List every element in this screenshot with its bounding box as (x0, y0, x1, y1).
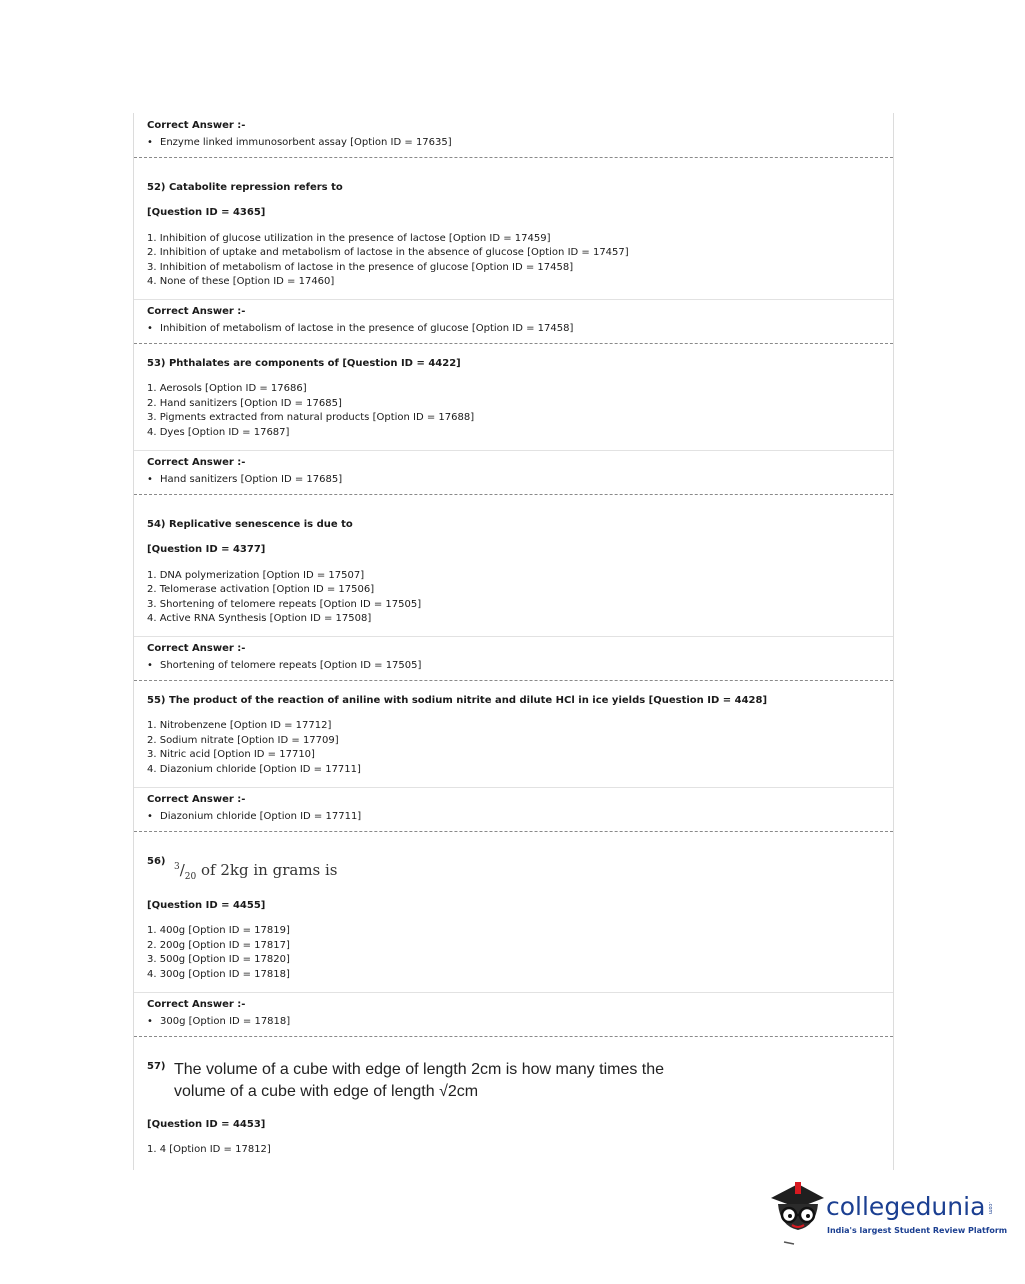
question-53-option-3: 3. Pigments extracted from natural products [Option ID = 17688] (147, 412, 475, 423)
logo-tagline: India's largest Student Review Platform (827, 1226, 1008, 1235)
question-56-option-1: 1. 400g [Option ID = 17819] (147, 925, 290, 936)
correct-answer-label-55: Correct Answer :- (147, 794, 246, 805)
correct-answer-56: • 300g [Option ID = 17818] (147, 1015, 290, 1029)
correct-answer-label-51: Correct Answer :- (147, 120, 246, 131)
question-53-title: 53) Phthalates are components of [Question ID = 4422] (147, 358, 461, 369)
correct-answer-51: • Enzyme linked immunosorbent assay [Option ID = 17635] (147, 136, 452, 150)
question-57-line-1: The volume of a cube with edge of length 2cm is how many times the (174, 1061, 665, 1078)
student-mascot-icon (768, 1178, 828, 1248)
logo-wordmark: collegedunia (826, 1192, 986, 1221)
fraction-denominator: 20 (184, 872, 197, 882)
question-52-option-3: 3. Inhibition of metabolism of lactose in the presence of glucose [Option ID = 17458] (147, 262, 574, 273)
fraction-numerator: 3 (174, 862, 180, 872)
question-separator (134, 680, 893, 681)
question-52-title: 52) Catabolite repression refers to (147, 182, 343, 193)
question-56-option-4: 4. 300g [Option ID = 17818] (147, 969, 290, 980)
question-57-id: [Question ID = 4453] (147, 1119, 266, 1130)
question-57-number: 57) (147, 1061, 166, 1072)
question-55-option-4: 4. Diazonium chloride [Option ID = 17711] (147, 764, 361, 775)
correct-answer-label-54: Correct Answer :- (147, 643, 246, 654)
question-separator (134, 343, 893, 344)
question-56-text: $^3/_{20}$ of 2kg in grams is (174, 861, 338, 882)
logo-com: .com (987, 1202, 993, 1215)
answer-divider (134, 299, 893, 300)
collegedunia-logo (768, 1178, 1008, 1248)
question-56-option-2: 2. 200g [Option ID = 17817] (147, 940, 290, 951)
correct-answer-55: • Diazonium chloride [Option ID = 17711] (147, 810, 361, 824)
question-52-option-1: 1. Inhibition of glucose utilization in the presence of lactose [Option ID = 17459] (147, 233, 551, 244)
answer-divider (134, 992, 893, 993)
question-separator (134, 1036, 893, 1037)
question-54-option-4: 4. Active RNA Synthesis [Option ID = 17508] (147, 613, 372, 624)
question-55-option-2: 2. Sodium nitrate [Option ID = 17709] (147, 735, 339, 746)
question-53-option-1: 1. Aerosols [Option ID = 17686] (147, 383, 307, 394)
question-52-option-4: 4. None of these [Option ID = 17460] (147, 276, 335, 287)
question-55-option-3: 3. Nitric acid [Option ID = 17710] (147, 749, 315, 760)
question-56-text-body: of 2kg in grams is (196, 861, 338, 879)
correct-answer-label-56: Correct Answer :- (147, 999, 246, 1010)
question-52-id: [Question ID = 4365] (147, 207, 266, 218)
question-separator (134, 831, 893, 832)
question-54-id: [Question ID = 4377] (147, 544, 266, 555)
question-56-option-3: 3. 500g [Option ID = 17820] (147, 954, 290, 965)
question-52-option-2: 2. Inhibition of uptake and metabolism of lactose in the absence of glucose [Option ID = 17457] (147, 247, 629, 258)
answer-divider (134, 787, 893, 788)
question-54-title: 54) Replicative senescence is due to (147, 519, 353, 530)
question-57-line-2: volume of a cube with edge of length √2cm (174, 1083, 479, 1100)
correct-answer-54: • Shortening of telomere repeats [Option ID = 17505] (147, 659, 421, 673)
question-53-option-2: 2. Hand sanitizers [Option ID = 17685] (147, 398, 342, 409)
question-separator (134, 157, 893, 158)
question-paper-sheet (133, 113, 894, 1170)
correct-answer-label-52: Correct Answer :- (147, 306, 246, 317)
question-55-option-1: 1. Nitrobenzene [Option ID = 17712] (147, 720, 332, 731)
question-57-option-1: 1. 4 [Option ID = 17812] (147, 1144, 271, 1155)
correct-answer-52: • Inhibition of metabolism of lactose in the presence of glucose [Option ID = 17458] (147, 322, 573, 336)
question-54-option-1: 1. DNA polymerization [Option ID = 17507] (147, 570, 365, 581)
question-55-title: 55) The product of the reaction of aniline with sodium nitrite and dilute HCl in ice yields [Question ID = 4428] (147, 695, 768, 706)
question-54-option-2: 2. Telomerase activation [Option ID = 17506] (147, 584, 375, 595)
question-53-option-4: 4. Dyes [Option ID = 17687] (147, 427, 290, 438)
question-54-option-3: 3. Shortening of telomere repeats [Option ID = 17505] (147, 599, 422, 610)
question-56-number: 56) (147, 856, 166, 867)
question-separator (134, 494, 893, 495)
answer-divider (134, 636, 893, 637)
answer-divider (134, 450, 893, 451)
question-56-id: [Question ID = 4455] (147, 900, 266, 911)
correct-answer-label-53: Correct Answer :- (147, 457, 246, 468)
correct-answer-53: • Hand sanitizers [Option ID = 17685] (147, 473, 342, 487)
